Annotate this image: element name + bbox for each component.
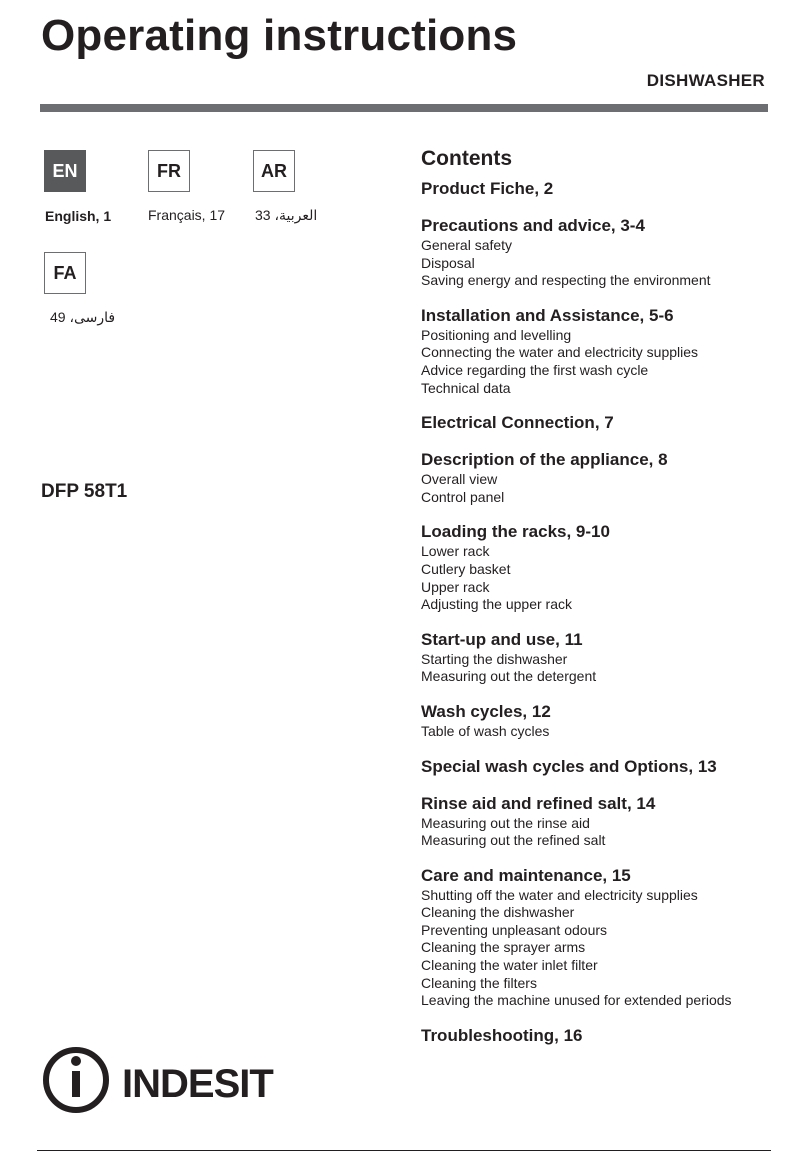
section-heading[interactable]: Installation and Assistance, 5-6 <box>421 305 674 325</box>
section-subitem: Overall view <box>421 471 498 488</box>
section-subitem: Positioning and levelling <box>421 326 572 343</box>
contents-list <box>421 178 781 1047</box>
indesit-logo <box>42 1045 302 1115</box>
section-heading[interactable]: Precautions and advice, 3-4 <box>421 216 645 235</box>
section-subitem: Technical data <box>421 379 511 396</box>
section-subitem: Control panel <box>421 488 505 505</box>
contents-section <box>421 521 781 613</box>
section-subitem: Cleaning the sprayer arms <box>421 939 586 956</box>
contents-section <box>421 178 781 200</box>
language-tab-en[interactable]: EN <box>44 150 86 192</box>
language-caption-ar: العربية، 33 <box>255 207 318 223</box>
logo-stem <box>72 1071 80 1097</box>
section-heading[interactable]: Electrical Connection, 7 <box>421 413 614 433</box>
section-heading[interactable]: Product Fiche, 2 <box>421 179 554 198</box>
section-heading[interactable]: Start-up and use, 11 <box>421 629 583 649</box>
section-subitem: Cleaning the filters <box>421 974 537 991</box>
section-subitem: Preventing unpleasant odours <box>421 921 608 938</box>
language-tab-fr[interactable]: FR <box>148 150 190 192</box>
contents-section <box>421 1025 781 1047</box>
contents-section <box>421 865 781 1010</box>
logo-wordmark: INDESIT <box>122 1062 273 1106</box>
section-subitem: Cutlery basket <box>421 560 511 577</box>
section-subitem: Connecting the water and electricity supplies <box>421 344 699 361</box>
section-subitem: Lower rack <box>421 543 490 560</box>
section-subitem: Table of wash cycles <box>421 722 550 739</box>
section-subitem: Starting the dishwasher <box>421 650 568 667</box>
section-subitem: Advice regarding the first wash cycle <box>421 361 649 378</box>
language-tab-fa[interactable]: FA <box>44 252 86 294</box>
section-heading[interactable]: Rinse aid and refined salt, 14 <box>421 793 656 813</box>
section-subitem: Measuring out the refined salt <box>421 832 606 849</box>
section-subitem: General safety <box>421 237 513 253</box>
section-subitem: Measuring out the rinse aid <box>421 814 590 831</box>
contents-section <box>421 756 781 778</box>
section-subitem: Cleaning the dishwasher <box>421 904 575 921</box>
contents-section <box>421 701 781 741</box>
contents-section <box>421 305 781 397</box>
section-heading[interactable]: Troubleshooting, 16 <box>421 1025 583 1045</box>
section-subitem: Adjusting the upper rack <box>421 596 572 613</box>
contents-section <box>421 449 781 506</box>
header-divider <box>40 104 768 112</box>
section-subitem: Saving energy and respecting the environment <box>421 272 711 289</box>
contents-panel <box>421 146 781 1062</box>
contents-section <box>421 629 781 686</box>
section-heading[interactable]: Special wash cycles and Options, 13 <box>421 756 717 776</box>
section-heading[interactable]: Loading the racks, 9-10 <box>421 522 610 542</box>
section-subitem: Leaving the machine unused for extended periods <box>421 992 732 1009</box>
section-subitem: Measuring out the detergent <box>421 668 597 685</box>
contents-section <box>421 215 781 290</box>
section-heading[interactable]: Care and maintenance, 15 <box>421 865 631 885</box>
footer-divider <box>37 1150 771 1151</box>
contents-section <box>421 793 781 850</box>
product-type-label: DISHWASHER <box>646 71 765 90</box>
language-caption-fr: Français, 17 <box>148 207 226 223</box>
section-subitem: Disposal <box>421 254 475 271</box>
section-subitem: Cleaning the water inlet filter <box>421 957 598 974</box>
language-tab-ar[interactable]: AR <box>253 150 295 192</box>
section-heading[interactable]: Description of the appliance, 8 <box>421 450 668 470</box>
language-caption-en: English, 1 <box>45 208 112 224</box>
logo-dot <box>71 1056 81 1066</box>
model-number: DFP 58T1 <box>41 481 128 502</box>
section-heading[interactable]: Wash cycles, 12 <box>421 701 551 721</box>
section-subitem: Upper rack <box>421 578 490 595</box>
section-subitem: Shutting off the water and electricity supplies <box>421 886 698 903</box>
page-title: Operating instructions <box>41 11 518 60</box>
contents-title: Contents <box>421 147 512 170</box>
language-caption-fa: فارسی، 49 <box>50 309 116 325</box>
contents-section <box>421 412 781 434</box>
